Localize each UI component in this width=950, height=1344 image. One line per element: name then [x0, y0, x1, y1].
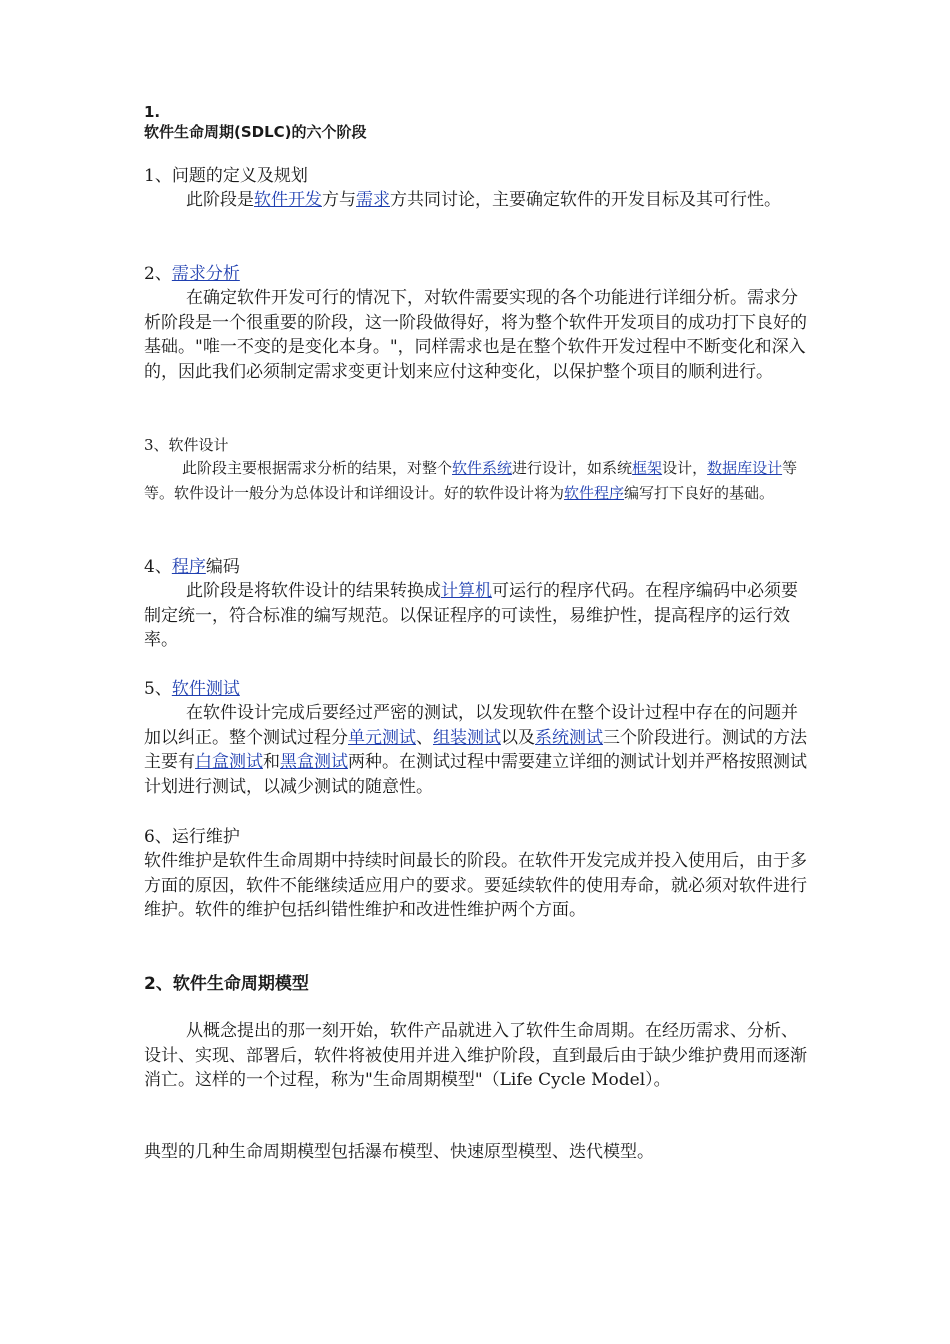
section-model-summary — [144, 1140, 809, 1165]
text-run: 此阶段是 — [186, 190, 254, 210]
link-computer[interactable]: 计算机 — [441, 581, 492, 601]
model-paragraph-1: 从概念提出的那一刻开始，软件产品就进入了软件生命周期。在经历需求、分析、设计、实现、部署后，软件将被使用并进入维护阶段，直到最后由于缺少维护费用而逐渐消亡。这样的一个过程，称为"生命周期模型"（Life Cycle Model）。 — [144, 1021, 807, 1090]
text-run: 方与 — [322, 190, 356, 210]
section-5-body — [144, 701, 809, 799]
header-title: 软件生命周期(SDLC)的六个阶段 — [144, 123, 367, 141]
text-run: 以及 — [501, 727, 535, 748]
link-software-program[interactable]: 软件程序 — [564, 484, 625, 502]
section-6-body: 软件维护是软件生命周期中持续时间最长的阶段。在软件开发完成并投入使用后，由于多方面的原因，软件不能继续适应用户的要求。要延续软件的使用寿命，就必须对软件进行维护。软件的维护包括纠错性维护和改进性维护两个方面。 — [144, 851, 807, 920]
section-1-body — [144, 188, 809, 213]
section-6-heading: 6、运行维护 — [144, 827, 240, 847]
section-model — [144, 972, 809, 996]
section-5 — [144, 677, 809, 799]
link-framework[interactable]: 框架 — [632, 459, 663, 477]
link-white-box-testing[interactable]: 白盒测试 — [195, 752, 263, 772]
heading-prefix: 4、 — [144, 557, 172, 577]
section-3 — [144, 434, 809, 506]
link-software-development[interactable]: 软件开发 — [254, 190, 322, 210]
model-paragraph-2: 典型的几种生命周期模型包括瀑布模型、快速原型模型、迭代模型。 — [144, 1142, 654, 1162]
section-5-heading — [144, 677, 809, 701]
section-4-body — [144, 579, 809, 653]
link-database-design[interactable]: 数据库设计 — [707, 459, 783, 477]
section-3-heading: 3、软件设计 — [144, 436, 229, 454]
section-3-body — [144, 456, 809, 506]
link-requirements-analysis[interactable]: 需求分析 — [171, 264, 240, 284]
link-black-box-testing[interactable]: 黑盒测试 — [280, 752, 348, 772]
link-requirements[interactable]: 需求 — [356, 190, 390, 210]
text-run: 设计， — [662, 459, 708, 477]
section-1-heading: 1、问题的定义及规划 — [144, 166, 308, 186]
text-run: 和 — [263, 752, 280, 772]
document-header — [144, 102, 809, 142]
text-run: 等等。软件设计一般分为总体设计和详细设计。好的软件设计将为 — [144, 459, 798, 502]
link-system-testing[interactable]: 系统测试 — [535, 727, 603, 748]
link-program[interactable]: 程序 — [171, 557, 206, 577]
link-software-testing[interactable]: 软件测试 — [171, 679, 240, 699]
text-run: 方共同讨论，主要确定软件的开发目标及其可行性。 — [390, 190, 781, 210]
section-2 — [144, 262, 809, 384]
text-run: 进行设计，如系统 — [512, 459, 633, 477]
heading-prefix: 5、 — [144, 679, 172, 699]
text-run: 三个阶段进行。测试的方法主要有 — [144, 727, 807, 772]
section-1 — [144, 164, 809, 213]
section-2-heading — [144, 262, 809, 286]
text-run: 可运行的程序代码。在程序编码中必须要制定统一，符合标准的编写规范。以保证程序的可读性，易维护性，提高程序的运行效率。 — [144, 581, 798, 650]
link-unit-testing[interactable]: 单元测试 — [348, 727, 416, 748]
section-model-title: 2、软件生命周期模型 — [144, 974, 309, 994]
section-model-body — [144, 1019, 809, 1093]
section-2-body: 在确定软件开发可行的情况下，对软件需要实现的各个功能进行详细分析。需求分析阶段是一个很重要的阶段，这一阶段做得好，将为整个软件开发项目的成功打下良好的基础。"唯一不变的是变化本身。"，同样需求也是在整个软件开发过程中不断变化和深入的，因此我们必须制定需求变更计划来应付这种变化，以保护整个项目的顺利进行。 — [144, 288, 807, 382]
heading-suffix: 编码 — [205, 557, 240, 577]
section-6 — [144, 825, 809, 923]
text-run: 在软件设计完成后要经过严密的测试，以发现软件在整个设计过程中存在的问题并加以纠正。整个测试过程分 — [144, 703, 798, 748]
text-run: 、 — [416, 727, 433, 748]
text-run: 两种。在测试过程中需要建立详细的测试计划并严格按照测试计划进行测试，以减少测试的随意性。 — [144, 752, 807, 797]
header-number: 1. — [144, 103, 161, 121]
heading-prefix: 2、 — [144, 264, 172, 284]
text-run: 编写打下良好的基础。 — [624, 484, 775, 502]
link-software-system[interactable]: 软件系统 — [452, 459, 513, 477]
section-4 — [144, 555, 809, 653]
text-run: 此阶段是将软件设计的结果转换成 — [186, 581, 441, 601]
section-4-heading — [144, 555, 809, 579]
link-integration-testing[interactable]: 组装测试 — [433, 727, 501, 748]
text-run: 此阶段主要根据需求分析的结果，对整个 — [182, 459, 453, 477]
